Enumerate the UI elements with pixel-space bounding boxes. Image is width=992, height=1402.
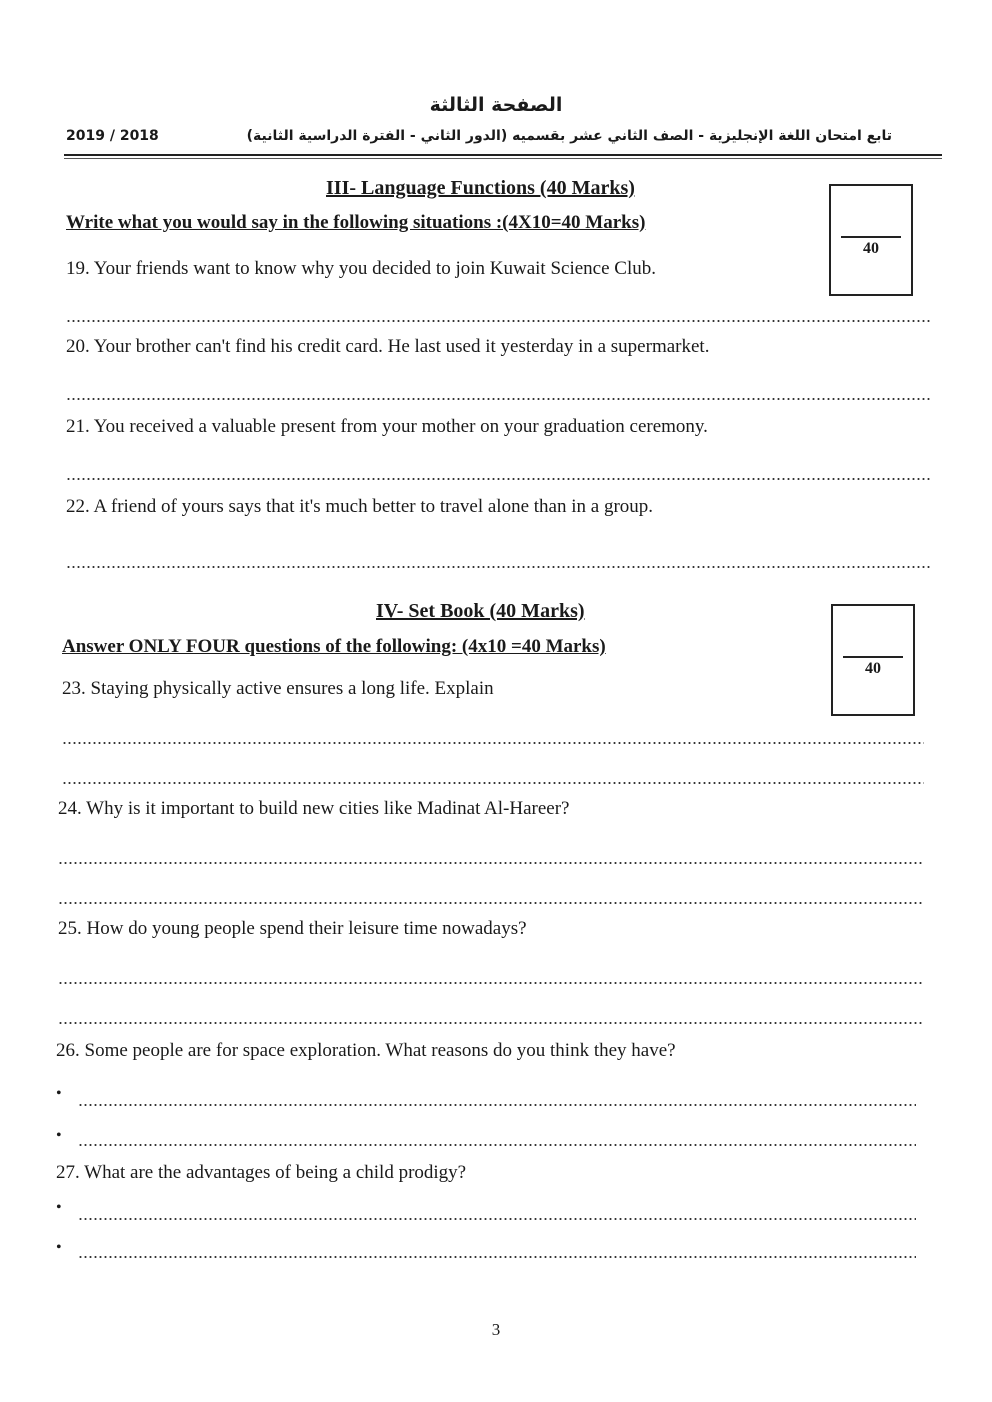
question-22: 22. A friend of yours says that it's much better to travel alone than in a group. bbox=[66, 496, 654, 517]
answer-line-19[interactable] bbox=[66, 320, 932, 322]
page-label: الصفحة الثالثة bbox=[429, 94, 563, 116]
question-24: 24. Why is it important to build new cities like Madinat Al-Hareer? bbox=[58, 798, 570, 819]
header-divider bbox=[64, 154, 942, 156]
page-number: 3 bbox=[491, 1320, 501, 1339]
answer-line-24b[interactable] bbox=[58, 902, 924, 904]
answer-line-23a[interactable] bbox=[62, 742, 924, 744]
exam-year: 2019 / 2018 bbox=[66, 128, 159, 144]
answer-line-25a[interactable] bbox=[58, 982, 924, 984]
score-blank-line bbox=[843, 656, 903, 658]
question-20: 20. Your brother can't find his credit card. He last used it yesterday in a supermarket. bbox=[66, 336, 710, 357]
section-3-title: III- Language Functions (40 Marks) bbox=[326, 177, 635, 199]
answer-line-27b[interactable] bbox=[78, 1256, 916, 1258]
answer-line-23b[interactable] bbox=[62, 782, 924, 784]
answer-line-26b[interactable] bbox=[78, 1144, 916, 1146]
section-4-instruction: Answer ONLY FOUR questions of the following: (4x10 =40 Marks) bbox=[62, 636, 606, 657]
question-26: 26. Some people are for space exploration. What reasons do you think they have? bbox=[56, 1040, 676, 1061]
bullet-27b: • bbox=[56, 1239, 62, 1256]
question-21: 21. You received a valuable present from your mother on your graduation ceremony. bbox=[66, 416, 708, 437]
score-total: 40 bbox=[865, 660, 881, 677]
score-blank-line bbox=[841, 236, 901, 238]
question-19: 19. Your friends want to know why you decided to join Kuwait Science Club. bbox=[66, 258, 656, 279]
answer-line-22[interactable] bbox=[66, 566, 932, 568]
answer-line-20[interactable] bbox=[66, 398, 932, 400]
exam-header bbox=[66, 128, 892, 144]
answer-line-27a[interactable] bbox=[78, 1218, 916, 1220]
question-27: 27. What are the advantages of being a child prodigy? bbox=[56, 1162, 467, 1183]
question-25: 25. How do young people spend their leisure time nowadays? bbox=[58, 918, 527, 939]
header-divider-thin bbox=[64, 158, 942, 159]
exam-title: تابع امتحان اللغة الإنجليزية - الصف الثاني عشر بقسميه (الدور الثاني - الفترة الدراسية الثانية) bbox=[246, 128, 892, 144]
question-23: 23. Staying physically active ensures a long life. Explain bbox=[62, 678, 494, 699]
section-4-title: IV- Set Book (40 Marks) bbox=[376, 600, 585, 622]
section-3-instruction: Write what you would say in the following situations :(4X10=40 Marks) bbox=[66, 212, 646, 233]
bullet-26b: • bbox=[56, 1127, 62, 1144]
answer-line-21[interactable] bbox=[66, 478, 932, 480]
section-4-score-box bbox=[831, 604, 915, 716]
answer-line-24a[interactable] bbox=[58, 862, 924, 864]
section-3-score-box bbox=[829, 184, 913, 296]
answer-line-26a[interactable] bbox=[78, 1104, 916, 1106]
bullet-27a: • bbox=[56, 1199, 62, 1216]
answer-line-25b[interactable] bbox=[58, 1022, 924, 1024]
score-total: 40 bbox=[863, 240, 879, 257]
bullet-26a: • bbox=[56, 1085, 62, 1102]
